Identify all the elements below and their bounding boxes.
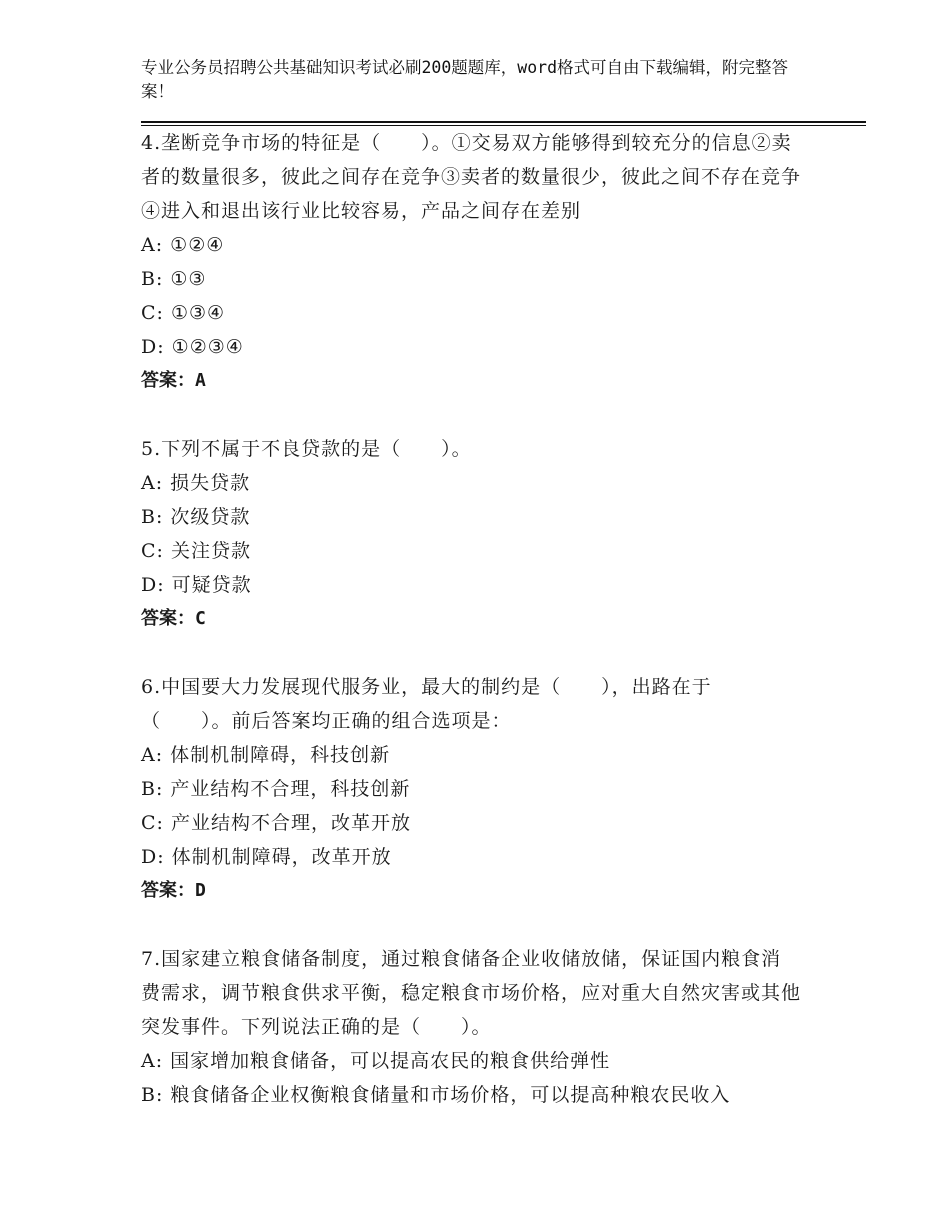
question-6 [141,670,801,908]
option-b: B: ①③ [141,268,207,290]
option-c: C: 关注贷款 [141,540,251,562]
option-a: A: 国家增加粮食储备，可以提高农民的粮食供给弹性 [141,1050,611,1072]
option-d: D: 可疑贷款 [141,574,252,596]
question-stem: 6.中国要大力发展现代服务业，最大的制约是（ ），出路在于（ ）。前后答案均正确的组合选项是： [141,676,712,732]
question-stem: 7.国家建立粮食储备制度，通过粮食储备企业收储放储，保证国内粮食消费需求，调节粮食供求平衡，稳定粮食市场价格，应对重大自然灾害或其他突发事件。下列说法正确的是（ ）。 [141,948,802,1038]
option-c: C: 产业结构不合理，改革开放 [141,812,411,834]
option-a: A: 体制机制障碍，科技创新 [141,744,391,766]
option-d: D: 体制机制障碍，改革开放 [141,846,392,868]
question-5 [141,432,801,636]
question-7 [141,942,801,1112]
option-b: B: 产业结构不合理，科技创新 [141,778,411,800]
option-c: C: ①③④ [141,302,226,324]
question-list [141,126,801,1112]
header-divider-thick [141,121,866,123]
option-d: D: ①②③④ [141,336,244,358]
question-stem: 4.垄断竞争市场的特征是（ ）。①交易双方能够得到较充分的信息②卖者的数量很多，彼此之间存在竞争③卖者的数量很少，彼此之间不存在竞争④进入和退出该行业比较容易，产品之间存在差别 [141,132,802,222]
answer-line: 答案：A [141,370,206,391]
question-4 [141,126,801,398]
question-stem: 5.下列不属于不良贷款的是（ ）。 [141,438,472,460]
option-a: A: 损失贷款 [141,472,251,494]
header-text: 专业公务员招聘公共基础知识考试必刷200题题库，word格式可自由下载编辑，附完整答案！ [141,58,789,101]
answer-line: 答案：D [141,880,206,901]
option-b: B: 次级贷款 [141,506,251,528]
option-b: B: 粮食储备企业权衡粮食储量和市场价格，可以提高种粮农民收入 [141,1084,731,1106]
answer-line: 答案：C [141,608,206,629]
page-header [141,56,821,104]
option-a: A: ①②④ [141,234,225,256]
